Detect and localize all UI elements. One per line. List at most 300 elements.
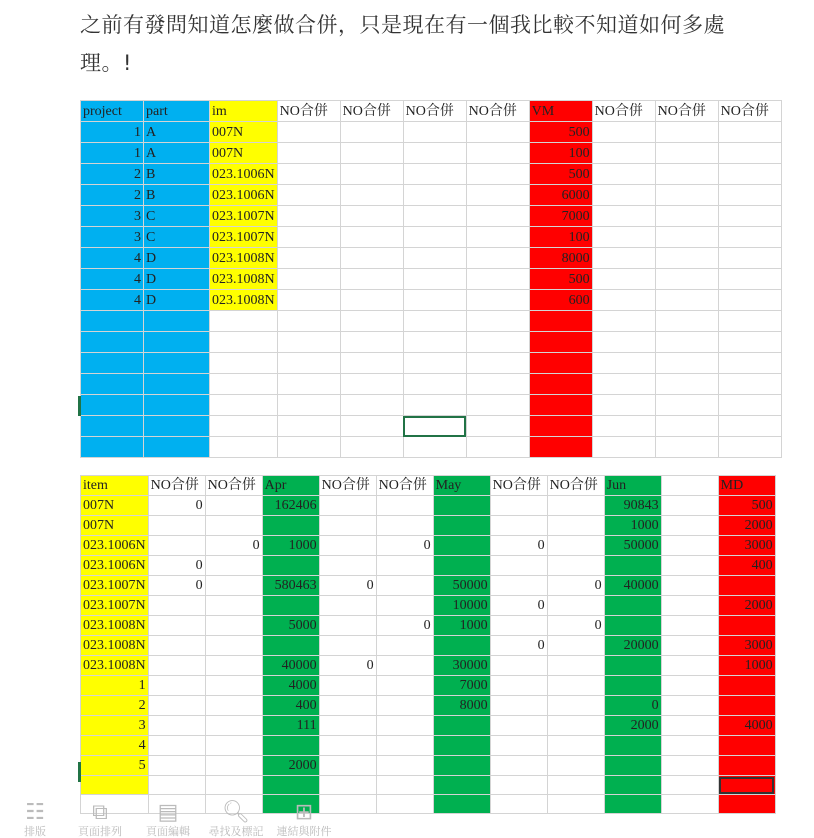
table-cell[interactable]: 4	[81, 248, 144, 269]
table-cell[interactable]: 023.1008N	[210, 248, 278, 269]
table-cell[interactable]	[376, 576, 433, 596]
table-cell[interactable]	[144, 311, 210, 332]
table-cell[interactable]	[592, 206, 655, 227]
table-cell[interactable]	[403, 437, 466, 458]
table-cell[interactable]: 2	[81, 185, 144, 206]
table-cell[interactable]	[529, 416, 592, 437]
table-cell[interactable]	[718, 227, 781, 248]
table-cell[interactable]: 500	[529, 122, 592, 143]
table-cell[interactable]	[547, 496, 604, 516]
table-cell[interactable]: 500	[529, 164, 592, 185]
table-cell[interactable]	[340, 416, 403, 437]
table-cell[interactable]	[319, 496, 376, 516]
table-cell[interactable]: 023.1006N	[210, 164, 278, 185]
table-cell[interactable]	[466, 437, 529, 458]
table-cell[interactable]	[592, 269, 655, 290]
table-cell[interactable]	[340, 206, 403, 227]
table-cell[interactable]	[319, 556, 376, 576]
table-cell[interactable]	[277, 143, 340, 164]
table-cell[interactable]	[592, 290, 655, 311]
table-cell[interactable]	[718, 676, 775, 696]
table-cell[interactable]: 2	[81, 164, 144, 185]
table-cell[interactable]	[490, 756, 547, 776]
table-cell[interactable]	[277, 311, 340, 332]
header-cell[interactable]: project	[81, 101, 144, 122]
table-cell[interactable]	[661, 536, 718, 556]
header-cell[interactable]: NO合併	[490, 476, 547, 496]
table-cell[interactable]	[718, 576, 775, 596]
table-cell[interactable]: 4	[81, 736, 149, 756]
table-cell[interactable]: 162406	[262, 496, 319, 516]
table-cell[interactable]	[403, 227, 466, 248]
table-cell[interactable]	[718, 122, 781, 143]
table-cell[interactable]: 3	[81, 206, 144, 227]
table-cell[interactable]	[340, 395, 403, 416]
header-cell[interactable]: NO合併	[148, 476, 205, 496]
table-cell[interactable]	[466, 332, 529, 353]
table-cell[interactable]	[148, 536, 205, 556]
table-cell[interactable]	[210, 332, 278, 353]
table-cell[interactable]	[718, 332, 781, 353]
table-cell[interactable]: 90843	[604, 496, 661, 516]
table-cell[interactable]: 023.1006N	[81, 556, 149, 576]
table-cell[interactable]	[319, 736, 376, 756]
table-cell[interactable]	[340, 248, 403, 269]
table-cell[interactable]	[661, 756, 718, 776]
table-cell[interactable]	[340, 269, 403, 290]
table-cell[interactable]	[319, 616, 376, 636]
table-cell[interactable]: 2000	[262, 756, 319, 776]
header-cell[interactable]: NO合併	[718, 101, 781, 122]
table-cell[interactable]	[490, 496, 547, 516]
table-cell[interactable]: 3000	[718, 636, 775, 656]
table-cell[interactable]	[661, 496, 718, 516]
table-cell[interactable]	[81, 311, 144, 332]
table-cell[interactable]	[148, 656, 205, 676]
table-cell[interactable]: 50000	[433, 576, 490, 596]
table-cell[interactable]	[655, 206, 718, 227]
table-cell[interactable]	[592, 353, 655, 374]
table-cell[interactable]	[319, 676, 376, 696]
table-cell[interactable]	[490, 676, 547, 696]
table-cell[interactable]: 023.1007N	[210, 227, 278, 248]
table-cell[interactable]	[547, 536, 604, 556]
table-cell[interactable]: 007N	[81, 516, 149, 536]
table-cell[interactable]	[490, 716, 547, 736]
table-cell[interactable]	[403, 122, 466, 143]
table-cell[interactable]	[661, 516, 718, 536]
table-cell[interactable]	[262, 596, 319, 616]
table-cell[interactable]	[718, 437, 781, 458]
table-cell[interactable]	[466, 248, 529, 269]
table-cell[interactable]	[655, 374, 718, 395]
table-cell[interactable]	[547, 776, 604, 795]
table-cell[interactable]	[466, 311, 529, 332]
table-cell[interactable]	[205, 596, 262, 616]
header-cell[interactable]: part	[144, 101, 210, 122]
table-cell[interactable]: 400	[718, 556, 775, 576]
table-cell[interactable]	[433, 496, 490, 516]
table-cell[interactable]	[205, 736, 262, 756]
table-cell[interactable]	[403, 143, 466, 164]
table-cell[interactable]	[376, 636, 433, 656]
table-cell[interactable]	[210, 395, 278, 416]
table-cell[interactable]	[319, 536, 376, 556]
table-cell[interactable]	[262, 736, 319, 756]
header-cell[interactable]: item	[81, 476, 149, 496]
table-cell[interactable]: 8000	[529, 248, 592, 269]
table-cell[interactable]	[205, 696, 262, 716]
header-cell[interactable]: NO合併	[466, 101, 529, 122]
table-cell[interactable]	[277, 164, 340, 185]
table-cell[interactable]	[148, 776, 205, 795]
table-cell[interactable]	[376, 516, 433, 536]
table-cell[interactable]	[205, 556, 262, 576]
table-cell[interactable]: B	[144, 164, 210, 185]
table-cell[interactable]: D	[144, 248, 210, 269]
table-cell[interactable]	[466, 416, 529, 437]
table-cell[interactable]: 5	[81, 756, 149, 776]
table-cell[interactable]	[718, 143, 781, 164]
table-cell[interactable]	[403, 332, 466, 353]
table-cell[interactable]	[466, 353, 529, 374]
table-cell[interactable]: 6000	[529, 185, 592, 206]
table-cell[interactable]	[661, 636, 718, 656]
table-cell[interactable]: 7000	[433, 676, 490, 696]
table-cell[interactable]	[592, 395, 655, 416]
table-cell[interactable]	[205, 756, 262, 776]
table-cell[interactable]	[661, 776, 718, 795]
table-cell[interactable]: 023.1008N	[210, 269, 278, 290]
table-cell[interactable]	[205, 576, 262, 596]
table-cell[interactable]	[376, 736, 433, 756]
table-cell[interactable]	[655, 353, 718, 374]
table-cell[interactable]	[277, 416, 340, 437]
table-cell[interactable]	[340, 311, 403, 332]
table-cell[interactable]	[592, 227, 655, 248]
table-cell[interactable]	[604, 596, 661, 616]
table-cell[interactable]	[604, 656, 661, 676]
selected-cell[interactable]	[403, 416, 466, 437]
table-cell[interactable]	[148, 616, 205, 636]
table-cell[interactable]	[210, 437, 278, 458]
table-cell[interactable]	[403, 164, 466, 185]
table-cell[interactable]: 2	[81, 696, 149, 716]
table-cell[interactable]	[262, 636, 319, 656]
header-cell[interactable]: NO合併	[655, 101, 718, 122]
selected-cell[interactable]	[718, 776, 775, 795]
header-cell[interactable]: MD	[718, 476, 775, 496]
table-cell[interactable]	[661, 556, 718, 576]
table-cell[interactable]: 5000	[262, 616, 319, 636]
table-cell[interactable]	[376, 596, 433, 616]
table-cell[interactable]	[655, 395, 718, 416]
table-cell[interactable]	[592, 143, 655, 164]
table-cell[interactable]	[319, 756, 376, 776]
table-cell[interactable]	[655, 437, 718, 458]
table-cell[interactable]	[319, 516, 376, 536]
table-cell[interactable]: 0	[490, 536, 547, 556]
table-cell[interactable]	[655, 416, 718, 437]
table-cell[interactable]	[205, 496, 262, 516]
table-cell[interactable]	[403, 395, 466, 416]
table-cell[interactable]	[277, 185, 340, 206]
table-cell[interactable]: 4000	[262, 676, 319, 696]
table-cell[interactable]	[547, 556, 604, 576]
table-cell[interactable]	[262, 556, 319, 576]
table-cell[interactable]: 023.1006N	[210, 185, 278, 206]
table-cell[interactable]	[661, 676, 718, 696]
table-cell[interactable]	[205, 516, 262, 536]
table-cell[interactable]	[466, 143, 529, 164]
table-cell[interactable]	[547, 736, 604, 756]
header-cell[interactable]: NO合併	[319, 476, 376, 496]
table-cell[interactable]	[661, 656, 718, 676]
table-cell[interactable]	[490, 776, 547, 795]
table-cell[interactable]	[277, 122, 340, 143]
table-cell[interactable]: 0	[376, 536, 433, 556]
table-cell[interactable]	[490, 616, 547, 636]
table-cell[interactable]	[547, 716, 604, 736]
table-cell[interactable]	[655, 269, 718, 290]
table-cell[interactable]	[210, 353, 278, 374]
table-cell[interactable]: 111	[262, 716, 319, 736]
table-cell[interactable]	[319, 636, 376, 656]
table-cell[interactable]: 2000	[604, 716, 661, 736]
table-cell[interactable]	[718, 395, 781, 416]
table-cell[interactable]	[604, 736, 661, 756]
table-cell[interactable]	[661, 716, 718, 736]
toolbar-item-layout[interactable]: ☷ 排版	[5, 800, 65, 838]
table-cell[interactable]	[490, 736, 547, 756]
table-cell[interactable]	[277, 437, 340, 458]
table-cell[interactable]	[262, 516, 319, 536]
table-cell[interactable]	[466, 374, 529, 395]
table-cell[interactable]: 100	[529, 227, 592, 248]
table-cell[interactable]	[319, 776, 376, 795]
header-cell[interactable]: Apr	[262, 476, 319, 496]
table-cell[interactable]	[277, 290, 340, 311]
table-cell[interactable]	[655, 227, 718, 248]
table-cell[interactable]: 0	[319, 576, 376, 596]
table-cell[interactable]: 023.1008N	[81, 636, 149, 656]
header-cell[interactable]	[661, 476, 718, 496]
header-cell[interactable]: NO合併	[547, 476, 604, 496]
table-cell[interactable]	[718, 374, 781, 395]
table-cell[interactable]	[144, 374, 210, 395]
table-cell[interactable]	[718, 269, 781, 290]
table-cell[interactable]: 0	[319, 656, 376, 676]
table-cell[interactable]: 4	[81, 269, 144, 290]
table-cell[interactable]	[661, 736, 718, 756]
table-cell[interactable]: 1000	[604, 516, 661, 536]
toolbar-item-page-sort[interactable]: ⧉ 頁面排列	[70, 800, 130, 838]
table-cell[interactable]: B	[144, 185, 210, 206]
table-cell[interactable]: 600	[529, 290, 592, 311]
table-cell[interactable]	[319, 696, 376, 716]
table-cell[interactable]	[277, 269, 340, 290]
table-cell[interactable]: 2000	[718, 596, 775, 616]
table-cell[interactable]	[592, 416, 655, 437]
table-cell[interactable]	[490, 516, 547, 536]
table-cell[interactable]	[655, 332, 718, 353]
table-cell[interactable]	[592, 311, 655, 332]
table-cell[interactable]	[661, 696, 718, 716]
table-cell[interactable]	[81, 395, 144, 416]
table-cell[interactable]	[277, 395, 340, 416]
table-cell[interactable]	[466, 206, 529, 227]
table-cell[interactable]: 1000	[433, 616, 490, 636]
table-cell[interactable]	[403, 290, 466, 311]
table-cell[interactable]: C	[144, 227, 210, 248]
table-cell[interactable]	[144, 437, 210, 458]
table-cell[interactable]: 023.1008N	[81, 656, 149, 676]
table-cell[interactable]: 023.1007N	[210, 206, 278, 227]
table-cell[interactable]	[376, 776, 433, 795]
table-cell[interactable]	[718, 290, 781, 311]
table-cell[interactable]	[655, 122, 718, 143]
table-cell[interactable]	[718, 756, 775, 776]
table-cell[interactable]	[604, 556, 661, 576]
table-cell[interactable]: 1000	[718, 656, 775, 676]
table-cell[interactable]	[529, 332, 592, 353]
table-cell[interactable]: 0	[148, 556, 205, 576]
table-cell[interactable]	[319, 716, 376, 736]
table-cell[interactable]	[466, 395, 529, 416]
table-cell[interactable]	[655, 311, 718, 332]
table-cell[interactable]	[148, 516, 205, 536]
table-cell[interactable]	[205, 636, 262, 656]
table-cell[interactable]	[718, 416, 781, 437]
table-cell[interactable]	[592, 374, 655, 395]
table-cell[interactable]	[403, 269, 466, 290]
table-cell[interactable]	[592, 164, 655, 185]
table-cell[interactable]	[433, 516, 490, 536]
table-cell[interactable]	[210, 311, 278, 332]
table-cell[interactable]	[340, 290, 403, 311]
table-cell[interactable]: 023.1007N	[81, 596, 149, 616]
table-cell[interactable]	[144, 395, 210, 416]
table-cell[interactable]: 1	[81, 143, 144, 164]
table-cell[interactable]	[376, 696, 433, 716]
header-cell[interactable]: VM	[529, 101, 592, 122]
table-cell[interactable]: 007N	[210, 122, 278, 143]
table-cell[interactable]: 007N	[210, 143, 278, 164]
table-cell[interactable]: D	[144, 290, 210, 311]
table-cell[interactable]	[490, 556, 547, 576]
table-cell[interactable]: 30000	[433, 656, 490, 676]
table-cell[interactable]	[148, 676, 205, 696]
header-cell[interactable]: NO合併	[340, 101, 403, 122]
table-cell[interactable]	[277, 227, 340, 248]
table-cell[interactable]	[718, 353, 781, 374]
table-cell[interactable]	[340, 164, 403, 185]
table-cell[interactable]	[148, 696, 205, 716]
table-cell[interactable]	[592, 185, 655, 206]
table-cell[interactable]	[403, 374, 466, 395]
table-cell[interactable]	[604, 676, 661, 696]
table-cell[interactable]	[604, 756, 661, 776]
toolbar-item-search[interactable]: 🔍︎ 尋找及標記	[206, 800, 266, 838]
table-cell[interactable]	[340, 353, 403, 374]
table-cell[interactable]: A	[144, 122, 210, 143]
table-cell[interactable]	[144, 353, 210, 374]
table-cell[interactable]	[529, 395, 592, 416]
table-cell[interactable]	[205, 676, 262, 696]
table-cell[interactable]	[718, 696, 775, 716]
table-cell[interactable]	[466, 185, 529, 206]
table-cell[interactable]	[205, 716, 262, 736]
table-cell[interactable]: 400	[262, 696, 319, 716]
table-cell[interactable]	[148, 596, 205, 616]
table-cell[interactable]	[655, 143, 718, 164]
header-cell[interactable]: Jun	[604, 476, 661, 496]
table-cell[interactable]	[592, 248, 655, 269]
table-cell[interactable]: 4	[81, 290, 144, 311]
table-cell[interactable]	[262, 776, 319, 795]
table-cell[interactable]	[376, 656, 433, 676]
table-cell[interactable]	[592, 437, 655, 458]
table-cell[interactable]	[529, 311, 592, 332]
table-cell[interactable]: 7000	[529, 206, 592, 227]
table-cell[interactable]	[604, 776, 661, 795]
table-cell[interactable]	[718, 616, 775, 636]
table-cell[interactable]: C	[144, 206, 210, 227]
table-cell[interactable]	[277, 248, 340, 269]
table-cell[interactable]	[340, 185, 403, 206]
table-cell[interactable]	[529, 353, 592, 374]
table-cell[interactable]: 0	[547, 576, 604, 596]
table-cell[interactable]	[376, 716, 433, 736]
table-cell[interactable]	[205, 656, 262, 676]
table-cell[interactable]: 1	[81, 122, 144, 143]
table-cell[interactable]	[718, 185, 781, 206]
table-cell[interactable]: 023.1008N	[81, 616, 149, 636]
table-cell[interactable]	[340, 122, 403, 143]
table-cell[interactable]	[319, 596, 376, 616]
table-cell[interactable]	[466, 164, 529, 185]
table-cell[interactable]	[547, 636, 604, 656]
table-cell[interactable]	[466, 290, 529, 311]
table-cell[interactable]	[81, 416, 144, 437]
table-cell[interactable]	[403, 185, 466, 206]
header-cell[interactable]: May	[433, 476, 490, 496]
toolbar-item-page-edit[interactable]: ▤ 頁面編輯	[138, 800, 198, 838]
table-cell[interactable]	[277, 374, 340, 395]
table-cell[interactable]	[81, 332, 144, 353]
table-cell[interactable]	[148, 716, 205, 736]
table-cell[interactable]	[655, 248, 718, 269]
table-cell[interactable]: 50000	[604, 536, 661, 556]
table-cell[interactable]	[433, 716, 490, 736]
table-cell[interactable]	[340, 437, 403, 458]
table-cell[interactable]	[340, 374, 403, 395]
table-cell[interactable]	[529, 374, 592, 395]
table-cell[interactable]	[466, 227, 529, 248]
table-cell[interactable]	[547, 656, 604, 676]
table-cell[interactable]: 3	[81, 716, 149, 736]
table-cell[interactable]	[376, 556, 433, 576]
table-cell[interactable]: 0	[604, 696, 661, 716]
table-cell[interactable]: 0	[205, 536, 262, 556]
table-cell[interactable]: 580463	[262, 576, 319, 596]
table-cell[interactable]	[148, 756, 205, 776]
table-cell[interactable]	[490, 576, 547, 596]
table-cell[interactable]	[604, 616, 661, 636]
header-cell[interactable]: NO合併	[205, 476, 262, 496]
table-cell[interactable]	[376, 756, 433, 776]
table-cell[interactable]	[547, 756, 604, 776]
